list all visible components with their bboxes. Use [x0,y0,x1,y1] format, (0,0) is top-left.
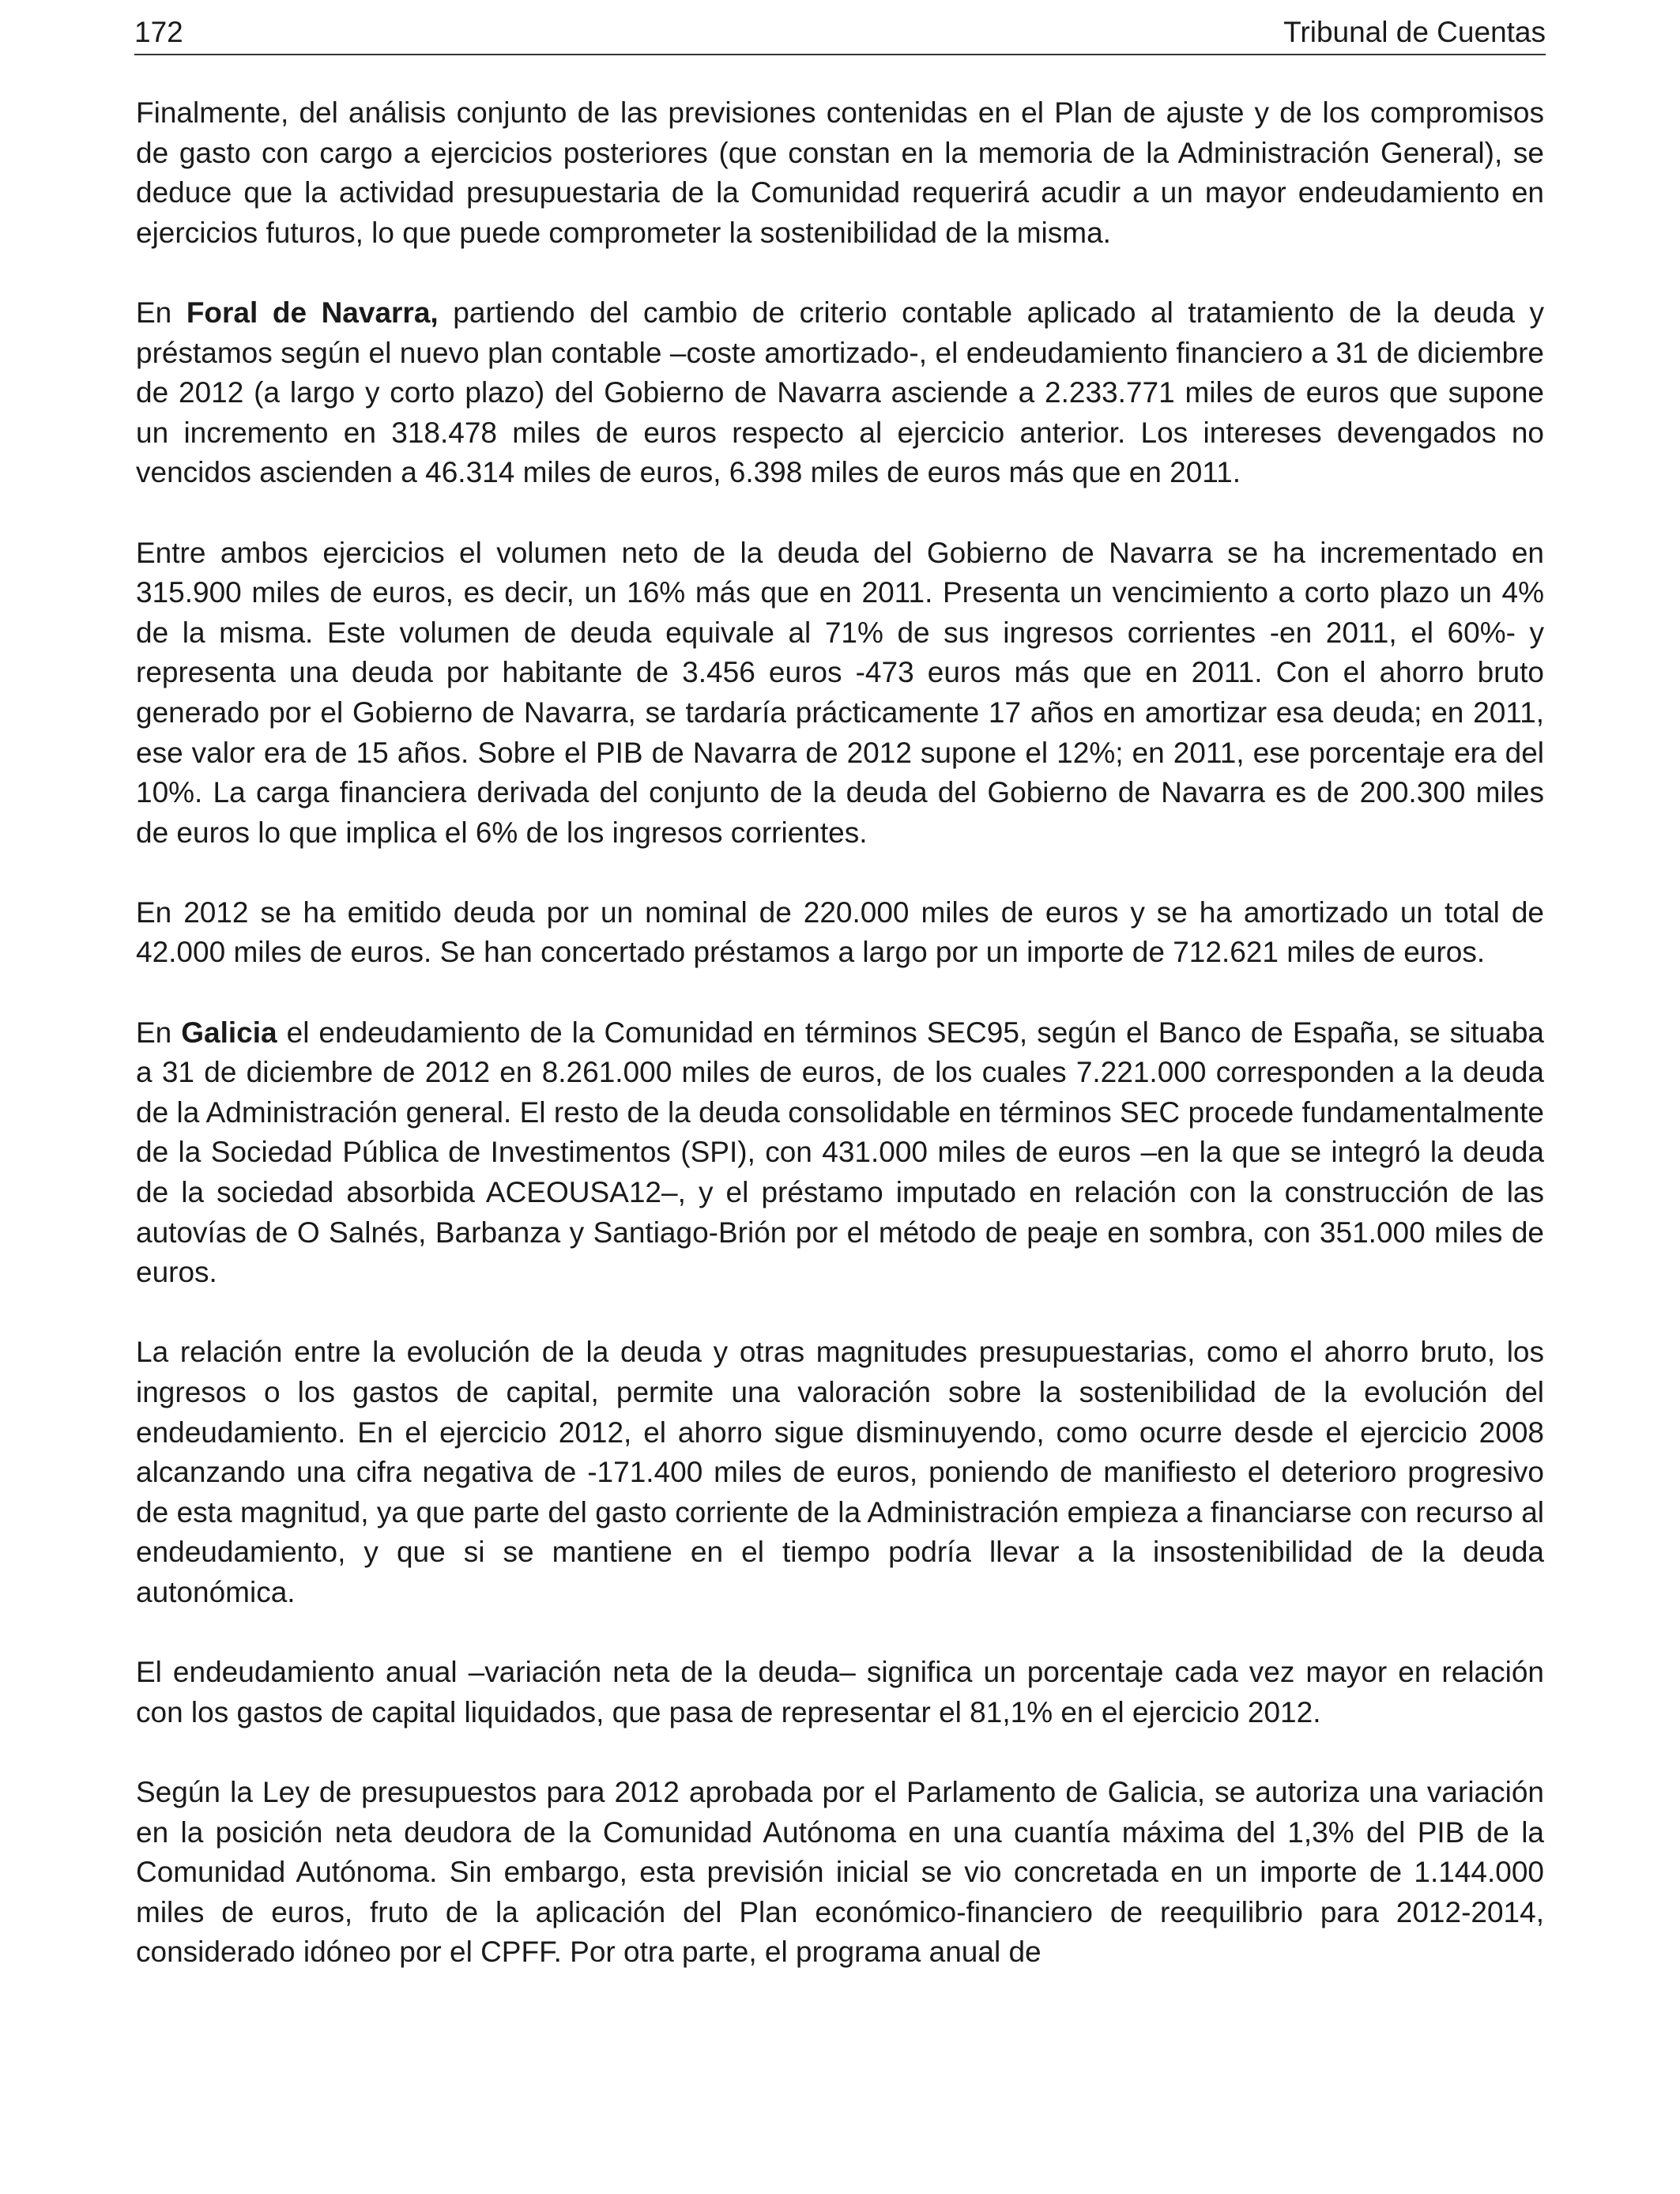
paragraph-text: partiendo del cambio de criterio contable aplicado al tratamiento de la deuda y préstamos según el nuevo plan contable –coste amortizado-, el endeudamiento financiero a 31 de diciembre de 2012 (a largo y corto plazo) del Gobierno de Navarra asciende a 2.233.771 miles de euros que supone un incremento en 318.478 miles de euros respecto al ejercicio anterior. Los intereses devengados no vencidos ascienden a 46.314 miles de euros, 6.398 miles de euros más que en 2011. [136,296,1545,489]
paragraph-text: La relación entre la evolución de la deuda y otras magnitudes presupuestarias, como el ahorro bruto, los ingresos o los gastos de capital, permite una valoración sobre la sostenibilidad de la evolución del endeudamiento. En el ejercicio 2012, el ahorro sigue disminuyendo, como ocurre desde el ejercicio 2008 alcanzando una cifra negativa de -171.400 miles de euros, poniendo de manifiesto el deterioro progresivo de esta magnitud, ya que parte del gasto corriente de la Administración empieza a financiarse con recurso al endeudamiento, y que si se mantiene en el tiempo podría llevar a la insostenibilidad de la deuda autonómica. [136,1336,1544,1608]
paragraph-text: En [136,1016,182,1049]
paragraph-text: el endeudamiento de la Comunidad en términos SEC95, según el Banco de España, se situaba a 31 de diciembre de 2012 en 8.261.000 miles de euros, de los cuales 7.221.000 corresponden a la deuda de la Administración general. El resto de la deuda consolidable en términos SEC procede fundamentalmente de la Sociedad Pública de Investimentos (SPI), con 431.000 miles de euros –en la que se integró la deuda de la sociedad absorbida ACEOUSA12–, y el préstamo imputado en relación con la construcción de las autovías de O Salnés, Barbanza y Santiago-Brión por el método de peaje en sombra, con 351.000 miles de euros. [136,1016,1544,1289]
paragraph [136,93,1544,253]
paragraph [136,1773,1544,1973]
header-title: Tribunal de Cuentas [1283,16,1546,48]
document-body [136,93,1544,2013]
paragraph-text: El endeudamiento anual –variación neta de la deuda– significa un porcentaje cada vez mayor en relación con los gastos de capital liquidados, que pasa de representar el 81,1% en el ejercicio 2012. [136,1656,1544,1728]
paragraph-text: Entre ambos ejercicios el volumen neto de la deuda del Gobierno de Navarra se ha incrementado en 315.900 miles de euros, es decir, un 16% más que en 2011. Presenta un vencimiento a corto plazo un 4% de la misma. Este volumen de deuda equivale al 71% de sus ingresos corrientes -en 2011, el 60%- y representa una deuda por habitante de 3.456 euros -473 euros más que en 2011. Con el ahorro bruto generado por el Gobierno de Navarra, se tardaría prácticamente 17 años en amortizar esa deuda; en 2011, ese valor era de 15 años. Sobre el PIB de Navarra de 2012 supone el 12%; en 2011, ese porcentaje era del 10%. La carga financiera derivada del conjunto de la deuda del Gobierno de Navarra es de 200.300 miles de euros lo que implica el 6% de los ingresos corrientes. [136,536,1544,849]
paragraph [136,533,1544,854]
paragraph-text: Según la Ley de presupuestos para 2012 aprobada por el Parlamento de Galicia, se autoriza una variación en la posición neta deudora de la Comunidad Autónoma en una cuantía máxima del 1,3% del PIB de la Comunidad Autónoma. Sin embargo, esta previsión inicial se vio concretada en un importe de 1.144.000 miles de euros, fruto de la aplicación del Plan económico-financiero de reequilibrio para 2012-2014, considerado idóneo por el CPFF. Por otra parte, el programa anual de [136,1775,1544,1969]
bold-text: Galicia [181,1016,277,1049]
paragraph-text: Finalmente, del análisis conjunto de las previsiones contenidas en el Plan de ajuste y de los compromisos de gasto con cargo a ejercicios posteriores (que constan en la memoria de la Administración General), se deduce que la actividad presupuestaria de la Comunidad requerirá acudir a un mayor endeudamiento en ejercicios futuros, lo que puede comprometer la sostenibilidad de la misma. [136,96,1544,249]
page-number: 172 [134,16,183,48]
bold-text: Foral de Navarra, [186,296,439,329]
paragraph [136,1013,1544,1293]
paragraph-text: En [136,296,186,329]
page-header [134,11,1546,55]
paragraph [136,1653,1544,1732]
paragraph [136,293,1544,493]
paragraph [136,893,1544,973]
paragraph-text: En 2012 se ha emitido deuda por un nominal de 220.000 miles de euros y se ha amortizado un total de 42.000 miles de euros. Se han concertado préstamos a largo por un importe de 712.621 miles de euros. [136,895,1544,969]
paragraph [136,1333,1544,1612]
